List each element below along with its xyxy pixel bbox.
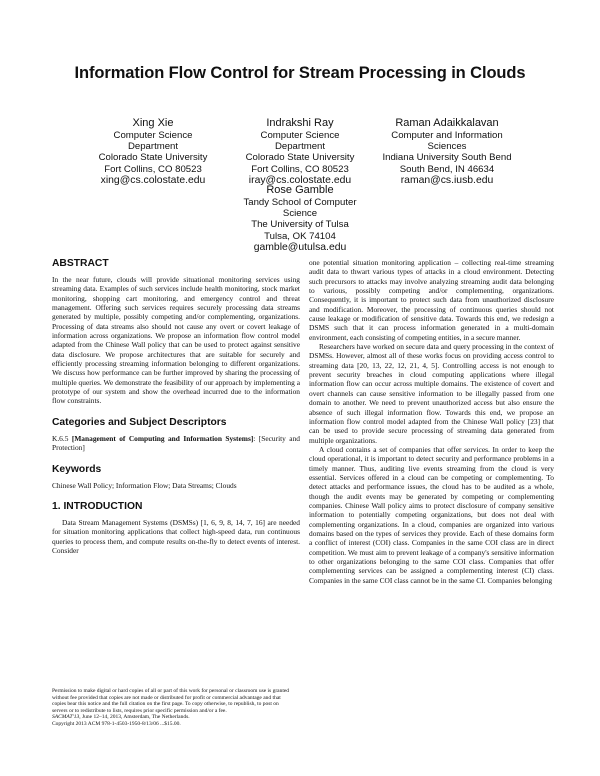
author-dept: Sciences bbox=[427, 141, 467, 153]
author-university: Colorado State University bbox=[98, 152, 208, 164]
author-block bbox=[230, 184, 370, 254]
left-column bbox=[52, 258, 300, 555]
author-email: iray@cs.colostate.edu bbox=[248, 174, 352, 186]
keywords-text: Chinese Wall Policy; Information Flow; Data Streams; Clouds bbox=[52, 480, 237, 490]
author-dept: Department bbox=[127, 141, 179, 153]
author-city: South Bend, IN 46634 bbox=[399, 163, 495, 175]
body-paragraph: A cloud contains a set of companies that offer services. In order to keep the cloud operational, it is important to detect security and performance problems in a timely manner. Thus, auditing live events streaming from the cloud is very essential. Services offered in a cloud can be competing or complementing. To detect attacks and performance issues, the cloud has to be audited as a whole, though the audit events may be generated by competing or complementing companies. Chinese Wall policy aims to protect disclosure of company sensitive information to potentially competing organizations, but does not deal with complementing organizations. In a cloud, companies are organized into various domains based on the types of services they provide. Each of these domains form a conflict of interest (COI) class. Companies in the same COI class are in direct competition. We must aim to prevent leakage of a company's sensitive information to other organizations belonging to the same COI class. Companies that offer complementing services can be assigned a complementing interest (CI) class. Companies in the same COI class cannot be in the same CI. Companies belonging bbox=[309, 444, 554, 585]
permission-text: Permission to make digital or hard copies of all or part of this work for personal or classroom use is granted without fee provided that copies are not made or distributed for profit or commercial advantage and that copies bear this notice and the full citation on the first page. To copy otherwise, to republish, to post on servers or to redistribute to lists, requires prior specific permission and/or a fee. bbox=[52, 688, 290, 714]
author-dept: Computer and Information bbox=[391, 130, 503, 141]
author-name: Raman Adaikkalavan bbox=[395, 117, 499, 129]
categories-code: K.6.5 bbox=[52, 433, 69, 443]
author-university: Colorado State University bbox=[245, 152, 355, 164]
categories-subtitle: : [Security and Protection] bbox=[52, 433, 300, 453]
author-block bbox=[230, 117, 370, 187]
author-email: raman@cs.iusb.edu bbox=[400, 174, 494, 186]
copyright-text: Copyright 2013 ACM 978-1-4503-1950-8/13/06 ...$15.00. bbox=[52, 720, 181, 727]
categories-text bbox=[52, 434, 300, 453]
abstract-text: In the near future, clouds will provide situational monitoring services using streaming data. Examples of such services include health monitoring, stock market monitoring, shopping cart monitoring, and emergency control and threat management. Offering such services requires securely processing data streams generated by multiple, possibly competing and/or complementing, organizations. Processing of data streams also should not cause any overt or covert leakage of information across organizations. We propose an information flow control model adapted from the Chinese Wall policy that can be used to protect against sensitive data disclosure. We propose architectures that are suitable for securely and efficiently processing streaming information belonging to different organizations. We discuss how performance can be further improved by sharing the processing of multiple queries. We demonstrate the feasibility of our approach by implementing a prototype of our system and show the overhead incurred due to the information flow constraints. bbox=[52, 275, 300, 406]
paper-title: Information Flow Control for Stream Processing in Clouds bbox=[74, 64, 526, 82]
right-column bbox=[309, 258, 554, 585]
venue-text bbox=[52, 714, 290, 721]
author-name: Xing Xie bbox=[132, 117, 174, 129]
author-email: gamble@utulsa.edu bbox=[253, 241, 347, 253]
venue-details: June 12–14, 2013, Amsterdam, The Netherlands. bbox=[80, 714, 190, 721]
venue-name: SACMAT'13, bbox=[52, 714, 81, 721]
author-dept: Tandy School of Computer bbox=[243, 197, 357, 208]
categories-title: [Management of Computing and Information Systems] bbox=[71, 433, 254, 443]
author-email: xing@cs.colostate.edu bbox=[100, 174, 206, 186]
author-dept: Computer Science bbox=[260, 130, 340, 141]
author-city: Tulsa, OK 74104 bbox=[264, 230, 336, 242]
author-university: The University of Tulsa bbox=[251, 219, 349, 231]
author-name: Indrakshi Ray bbox=[266, 117, 334, 129]
author-block bbox=[83, 117, 223, 187]
copyright-footnote bbox=[52, 688, 290, 728]
body-paragraph: Researchers have worked on secure data and query processing in the context of DSMSs. However, almost all of these works focus on providing access control to streaming data [20, 13, 22, 12, 21, 4, 5]. Controlling access is not enough to prevent security breaches in cloud computing applications where illegal information flow can occur across multiple domains. The existence of covert and overt channels can cause sensitive information to be illegally passed from one domain to another. We need to prevent unauthorized access but also ensure the absence of such illegal information flow. Towards this end, we propose an information flow control model adapted from the Chinese Wall policy [23] that can be used to provide secure processing of streaming data generated from multiple organizations. bbox=[309, 342, 554, 445]
categories-heading: Categories and Subject Descriptors bbox=[52, 416, 227, 428]
keywords-heading: Keywords bbox=[52, 463, 102, 475]
author-block bbox=[372, 117, 522, 187]
author-dept: Computer Science bbox=[113, 130, 193, 141]
author-city: Fort Collins, CO 80523 bbox=[104, 163, 202, 175]
introduction-text: Data Stream Management Systems (DSMSs) [1, 6, 9, 8, 14, 7, 16] are needed for situation monitoring applications that collect high-speed data, run continuous queries to process them, and compute results on-the-fly to detect events of interest. Consider bbox=[52, 517, 300, 555]
introduction-heading: 1. INTRODUCTION bbox=[52, 500, 143, 512]
author-name: Rose Gamble bbox=[266, 184, 334, 196]
author-university: Indiana University South Bend bbox=[382, 152, 512, 164]
author-city: Fort Collins, CO 80523 bbox=[251, 163, 349, 175]
author-dept: Science bbox=[282, 208, 318, 220]
author-dept: Department bbox=[274, 141, 326, 153]
body-paragraph: one potential situation monitoring application – collecting real-time streaming audit data to thwart various types of attacks in a cloud environment. Detecting such precursors to attacks may involve analyzing streaming audit data belonging to various, possibly competing and/or complementing, organizations. Consequently, it is important to protect such data from unauthorized disclosure and modification. Moreover, the processing of continuous queries should not cause leakage or modification of sensitive data. Towards this end, we redesign a DSMS such that it can process information generated in a multi-domain environment, each consisting of competing entities, in a secure manner. bbox=[309, 258, 554, 342]
abstract-heading: ABSTRACT bbox=[52, 258, 109, 269]
